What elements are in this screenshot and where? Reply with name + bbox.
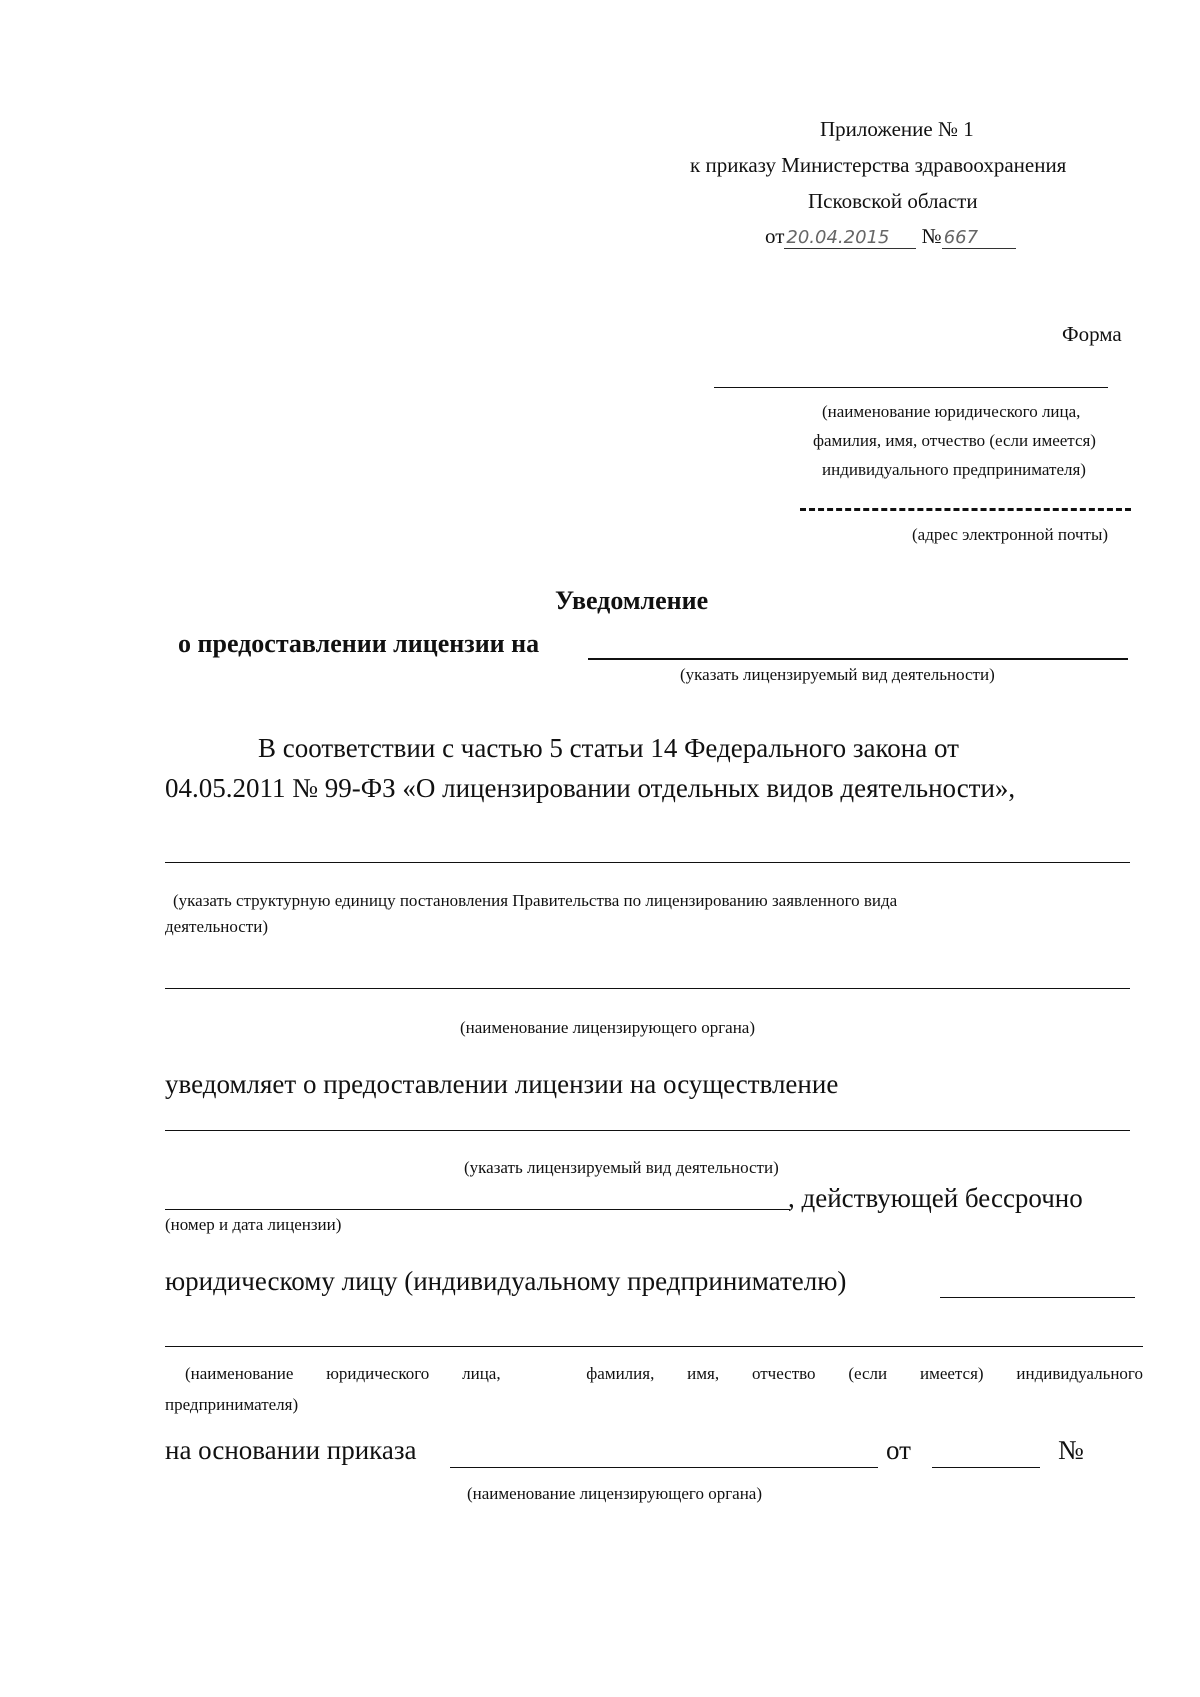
handwritten-date: 20.04.2015: [784, 228, 916, 249]
recipient-caption-1: (наименование юридического лица,: [822, 402, 1081, 421]
entity-caption-word: фамилия,: [586, 1364, 655, 1383]
entity-caption-word: лица,: [462, 1364, 501, 1383]
authority-line: [165, 988, 1130, 989]
entity-name-line: [165, 1346, 1143, 1347]
license-caption: (номер и дата лицензии): [165, 1215, 342, 1234]
entity-caption-1: [185, 1364, 1143, 1384]
order-authority-line: [450, 1467, 878, 1468]
entity-caption-word: индивидуального: [1016, 1364, 1143, 1383]
entity-caption-word: (наименование: [185, 1364, 294, 1383]
basis-text: на основании приказа: [165, 1435, 417, 1465]
order-reference: к приказу Министерства здравоохранения: [690, 153, 1067, 177]
entity-short-line: [940, 1297, 1135, 1298]
email-caption: (адрес электронной почты): [912, 525, 1109, 544]
entity-caption-2: предпринимателя): [165, 1395, 299, 1414]
order-date-line: [932, 1467, 1040, 1468]
handwritten-number: 667: [942, 228, 1016, 249]
to-entity-text: юридическому лицу (индивидуальному предпринимателю): [165, 1266, 847, 1296]
number-sign: №: [1058, 1435, 1084, 1465]
intro-line-1: В соответствии с частью 5 статьи 14 Федерального закона от: [258, 733, 959, 763]
appendix-label: Приложение № 1: [820, 117, 974, 141]
subtitle-text: о предоставлении лицензии на: [178, 629, 540, 658]
activity-caption: (указать лицензируемый вид деятельности): [464, 1158, 779, 1177]
intro-line-2: 04.05.2011 № 99-ФЗ «О лицензировании отдельных видов деятельности»,: [165, 773, 1016, 803]
entity-caption-word: юридического: [326, 1364, 430, 1383]
authority-caption: (наименование лицензирующего органа): [460, 1018, 756, 1037]
entity-caption-word: имя,: [687, 1364, 720, 1383]
valid-text: , действующей бессрочно: [788, 1183, 1083, 1213]
activity-type-line: [588, 658, 1128, 660]
form-label: Форма: [1062, 322, 1122, 346]
from-text: от: [886, 1435, 911, 1465]
email-dashed-line: [800, 508, 1131, 511]
recipient-caption-3: индивидуального предпринимателя): [822, 460, 1086, 479]
recipient-name-line: [714, 387, 1108, 388]
document-subtitle: [178, 629, 539, 659]
subtitle-caption: (указать лицензируемый вид деятельности): [680, 665, 995, 684]
recipient-caption-2: фамилия, имя, отчество (если имеется): [813, 431, 1096, 450]
entity-caption-word: имеется): [919, 1364, 984, 1383]
region-label: Псковской области: [808, 189, 978, 213]
date-prefix: от: [765, 224, 785, 248]
structural-caption-1: (указать структурную единицу постановления Правительства по лицензированию заявленного вида: [173, 891, 898, 910]
notifies-text: уведомляет о предоставлении лицензии на осуществление: [165, 1069, 839, 1099]
entity-caption-word: (если: [848, 1364, 888, 1383]
authority-caption-2: (наименование лицензирующего органа): [467, 1484, 763, 1503]
license-number-line: [165, 1209, 790, 1210]
document-title: Уведомление: [555, 586, 709, 615]
structural-unit-line: [165, 862, 1130, 863]
activity-line: [165, 1130, 1130, 1131]
entity-caption-word: отчество: [751, 1364, 816, 1383]
number-prefix: №: [921, 224, 942, 248]
structural-caption-2: деятельности): [165, 917, 268, 936]
order-date-number: [765, 224, 1016, 249]
